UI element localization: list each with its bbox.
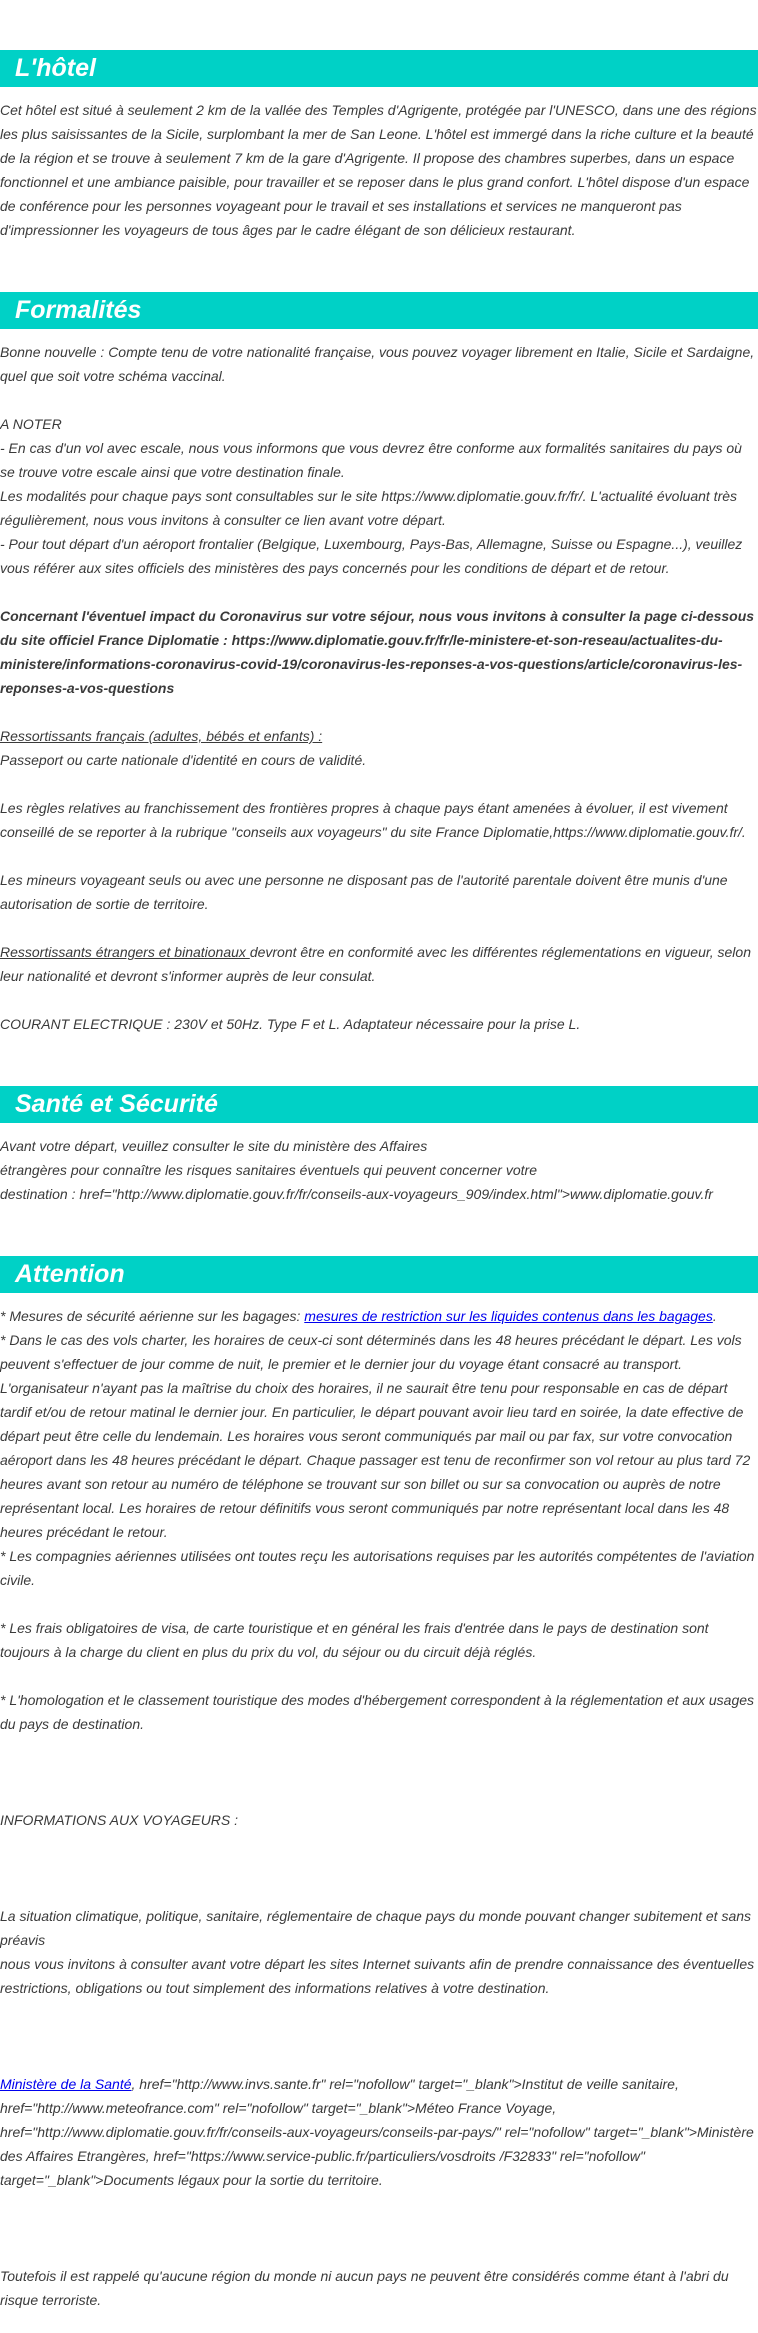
- homologation-note: * L'homologation et le classement touristique des modes d'hébergement correspondent à la réglementation et aux usages du pays de destination.: [0, 1692, 755, 1732]
- sante-line-3: destination : href="http://www.diplomatie.gouv.fr/fr/conseils-aux-voyageurs_909/index.html">www.diplomatie.gouv.fr: [0, 1186, 713, 1202]
- section-formalites: [0, 292, 758, 1036]
- consulter-note: nous vous invitons à consulter avant votre départ les sites Internet suivants afin de prendre connaissance des éventuelles restrictions, obligations ou tout simplement des informations relatives à votre destination.: [0, 1956, 755, 1996]
- attention-body: [0, 1304, 758, 2312]
- charters-note: * Dans le cas des vols charter, les horaires de ceux-ci sont déterminés dans les 48 heures précédant le départ. Les vols peuvent s'effectuer de jour comme de nuit, le premier et le dernier jour du voyage étant consacré au transport. L'organisateur n'ayant pas la maîtrise du choix des horaires, il ne saurait être tenu pour responsable en cas de départ tardif et/ou de retour matinal le dernier jour. En particulier, le départ pouvant avoir lieu tard en soirée, la date effective de départ peut être celle du lendemain. Les horaires vous seront communiqués par mail ou par fax, sur votre convocation aéroport dans les 48 heures précédant le départ. Chaque passager est tenu de reconfirmer son vol retour au plus tard 72 heures avant son retour au numéro de téléphone se trouvant sur son billet ou sur sa convocation ou auprès de notre représentant local. Les horaires de retour définitifs vous seront communiqués par notre représentant local dans les 48 heures précédant le retour.: [0, 1332, 751, 1540]
- formalites-intro: Bonne nouvelle : Compte tenu de votre nationalité française, vous pouvez voyager librement en Italie, Sicile et Sardaigne, quel que soit votre schéma vaccinal.: [0, 344, 755, 384]
- etrangers-note: [0, 940, 758, 988]
- ressortissants-francais-label: Ressortissants français (adultes, bébés et enfants) :: [0, 728, 323, 744]
- liquides-restriction-link[interactable]: mesures de restriction sur les liquides contenus dans les bagages: [304, 1308, 713, 1324]
- sante-line-1: Avant votre départ, veuillez consulter le site du ministère des Affaires: [0, 1138, 428, 1154]
- section-title-sante: Santé et Sécurité: [0, 1086, 758, 1123]
- ministere-rest: , href="http://www.invs.sante.fr" rel="nofollow" target="_blank">Institut de veille sanitaire, href="http://www.meteofrance.com" rel="nofollow" target="_blank">Méteo France Voyage, href="http://www.diplomatie.gouv.fr/fr/conseils-aux-voyageurs/conseils-par-pays/" rel="nofollow" target="_blank">Ministère des Affaires Etrangères, href="https://www.service-public.fr/particuliers/vosdroits /F32833" rel="nofollow" target="_blank">Documents légaux pour la sortie du territoire.: [0, 2076, 754, 2188]
- mineurs-note: Les mineurs voyageant seuls ou avec une personne ne disposant pas de l'autorité parentale doivent être munis d'une autorisation de sortie de territoire.: [0, 872, 728, 912]
- etrangers-label: Ressortissants étrangers et binationaux: [0, 944, 250, 960]
- formalites-body: [0, 340, 758, 1036]
- etrangers-text: devront être en conformité avec les différentes réglementations en vigueur, selon leur nationalité et devront s'informer auprès de leur consulat.: [0, 944, 751, 984]
- bagages-note: [0, 1304, 758, 1328]
- bagages-prefix: * Mesures de sécurité aérienne sur les bagages:: [0, 1308, 305, 1324]
- ministere-sante-link[interactable]: Ministère de la Santé: [0, 2076, 132, 2092]
- frais-note: * Les frais obligatoires de visa, de carte touristique et en général les frais d'entrée dans le pays de destination sont toujours à la charge du client en plus du prix du vol, du séjour ou du circuit déjà réglés.: [0, 1620, 709, 1660]
- hotel-description: Cet hôtel est situé à seulement 2 km de la vallée des Temples d'Agrigente, protégée par l'UNESCO, dans une des régions les plus saisissantes de la Sicile, surplombant la mer de San Leone. L'hôtel est immergé dans la riche culture et la beauté de la région et se trouve à seulement 7 km de la gare d'Agrigente. Il propose des chambres superbes, dans un espace fonctionnel et une ambiance paisible, pour travailler et se reposer dans le plus grand confort. L'hôtel dispose d'un espace de conférence pour les personnes voyageant pour le travail et ses installations et services ne manqueront pas d'impressionner les voyageurs de tous âges par le cadre élégant de son délicieux restaurant.: [0, 102, 757, 238]
- compagnies-note: * Les compagnies aériennes utilisées ont toutes reçu les autorisations requises par les autorités compétentes de l'aviation civile.: [0, 1548, 755, 1588]
- section-attention: [0, 1256, 758, 2312]
- situation-note: La situation climatique, politique, sanitaire, réglementaire de chaque pays du monde pouvant changer subitement et sans préavis: [0, 1908, 752, 1948]
- infos-voyageurs-label: INFORMATIONS AUX VOYAGEURS :: [0, 1812, 239, 1828]
- a-noter-label: A NOTER: [0, 416, 62, 432]
- section-title-formalites: Formalités: [0, 292, 758, 329]
- section-title-attention: Attention: [0, 1256, 758, 1293]
- sante-body: [0, 1134, 758, 1206]
- section-sante: [0, 1086, 758, 1206]
- section-hotel: [0, 50, 758, 242]
- passeport-note: Passeport ou carte nationale d'identité en cours de validité.: [0, 752, 367, 768]
- regles-frontieres-note: Les règles relatives au franchissement des frontières propres à chaque pays étant amenées à évoluer, il est vivement conseillé de se reporter à la rubrique "conseils aux voyageurs" du site France Diplomatie,https://www.diplomatie.gouv.fr/.: [0, 800, 746, 840]
- coronavirus-note: Concernant l'éventuel impact du Coronavirus sur votre séjour, nous vous invitons à consulter la page ci-dessous du site officiel France Diplomatie : https://www.diplomatie.gouv.fr/fr/le-ministere-et-son-reseau/actualites-du-ministere/informations-coronavirus-covid-19/coronavirus-les-reponses-a-vos-questions/article/coronavirus-les-reponses-a-vos-questions: [0, 608, 755, 696]
- bagages-suffix: .: [712, 1308, 717, 1324]
- hotel-body: [0, 98, 758, 242]
- frontalier-note: - Pour tout départ d'un aéroport frontalier (Belgique, Luxembourg, Pays-Bas, Allemagne, Suisse ou Espagne...), veuillez vous référer aux sites officiels des ministères des pays concernés pour les conditions de départ et de retour.: [0, 536, 743, 576]
- section-title-hotel: L'hôtel: [0, 50, 758, 87]
- modalites-note: Les modalités pour chaque pays sont consultables sur le site https://www.diplomatie.gouv.fr/fr/. L'actualité évoluant très régulièrement, nous vous invitons à consulter ce lien avant votre départ.: [0, 488, 738, 528]
- escale-note: - En cas d'un vol avec escale, nous vous informons que vous devrez être conforme aux formalités sanitaires du pays où se trouve votre escale ainsi que votre destination finale.: [0, 440, 742, 480]
- ministere-note: [0, 2072, 758, 2192]
- terrorisme-note: Toutefois il est rappelé qu'aucune région du monde ni aucun pays ne peuvent être considérés comme étant à l'abri du risque terroriste.: [0, 2268, 729, 2308]
- courant-electrique-note: COURANT ELECTRIQUE : 230V et 50Hz. Type F et L. Adaptateur nécessaire pour la prise L.: [0, 1016, 581, 1032]
- sante-line-2: étrangères pour connaître les risques sanitaires éventuels qui peuvent concerner votre: [0, 1162, 537, 1178]
